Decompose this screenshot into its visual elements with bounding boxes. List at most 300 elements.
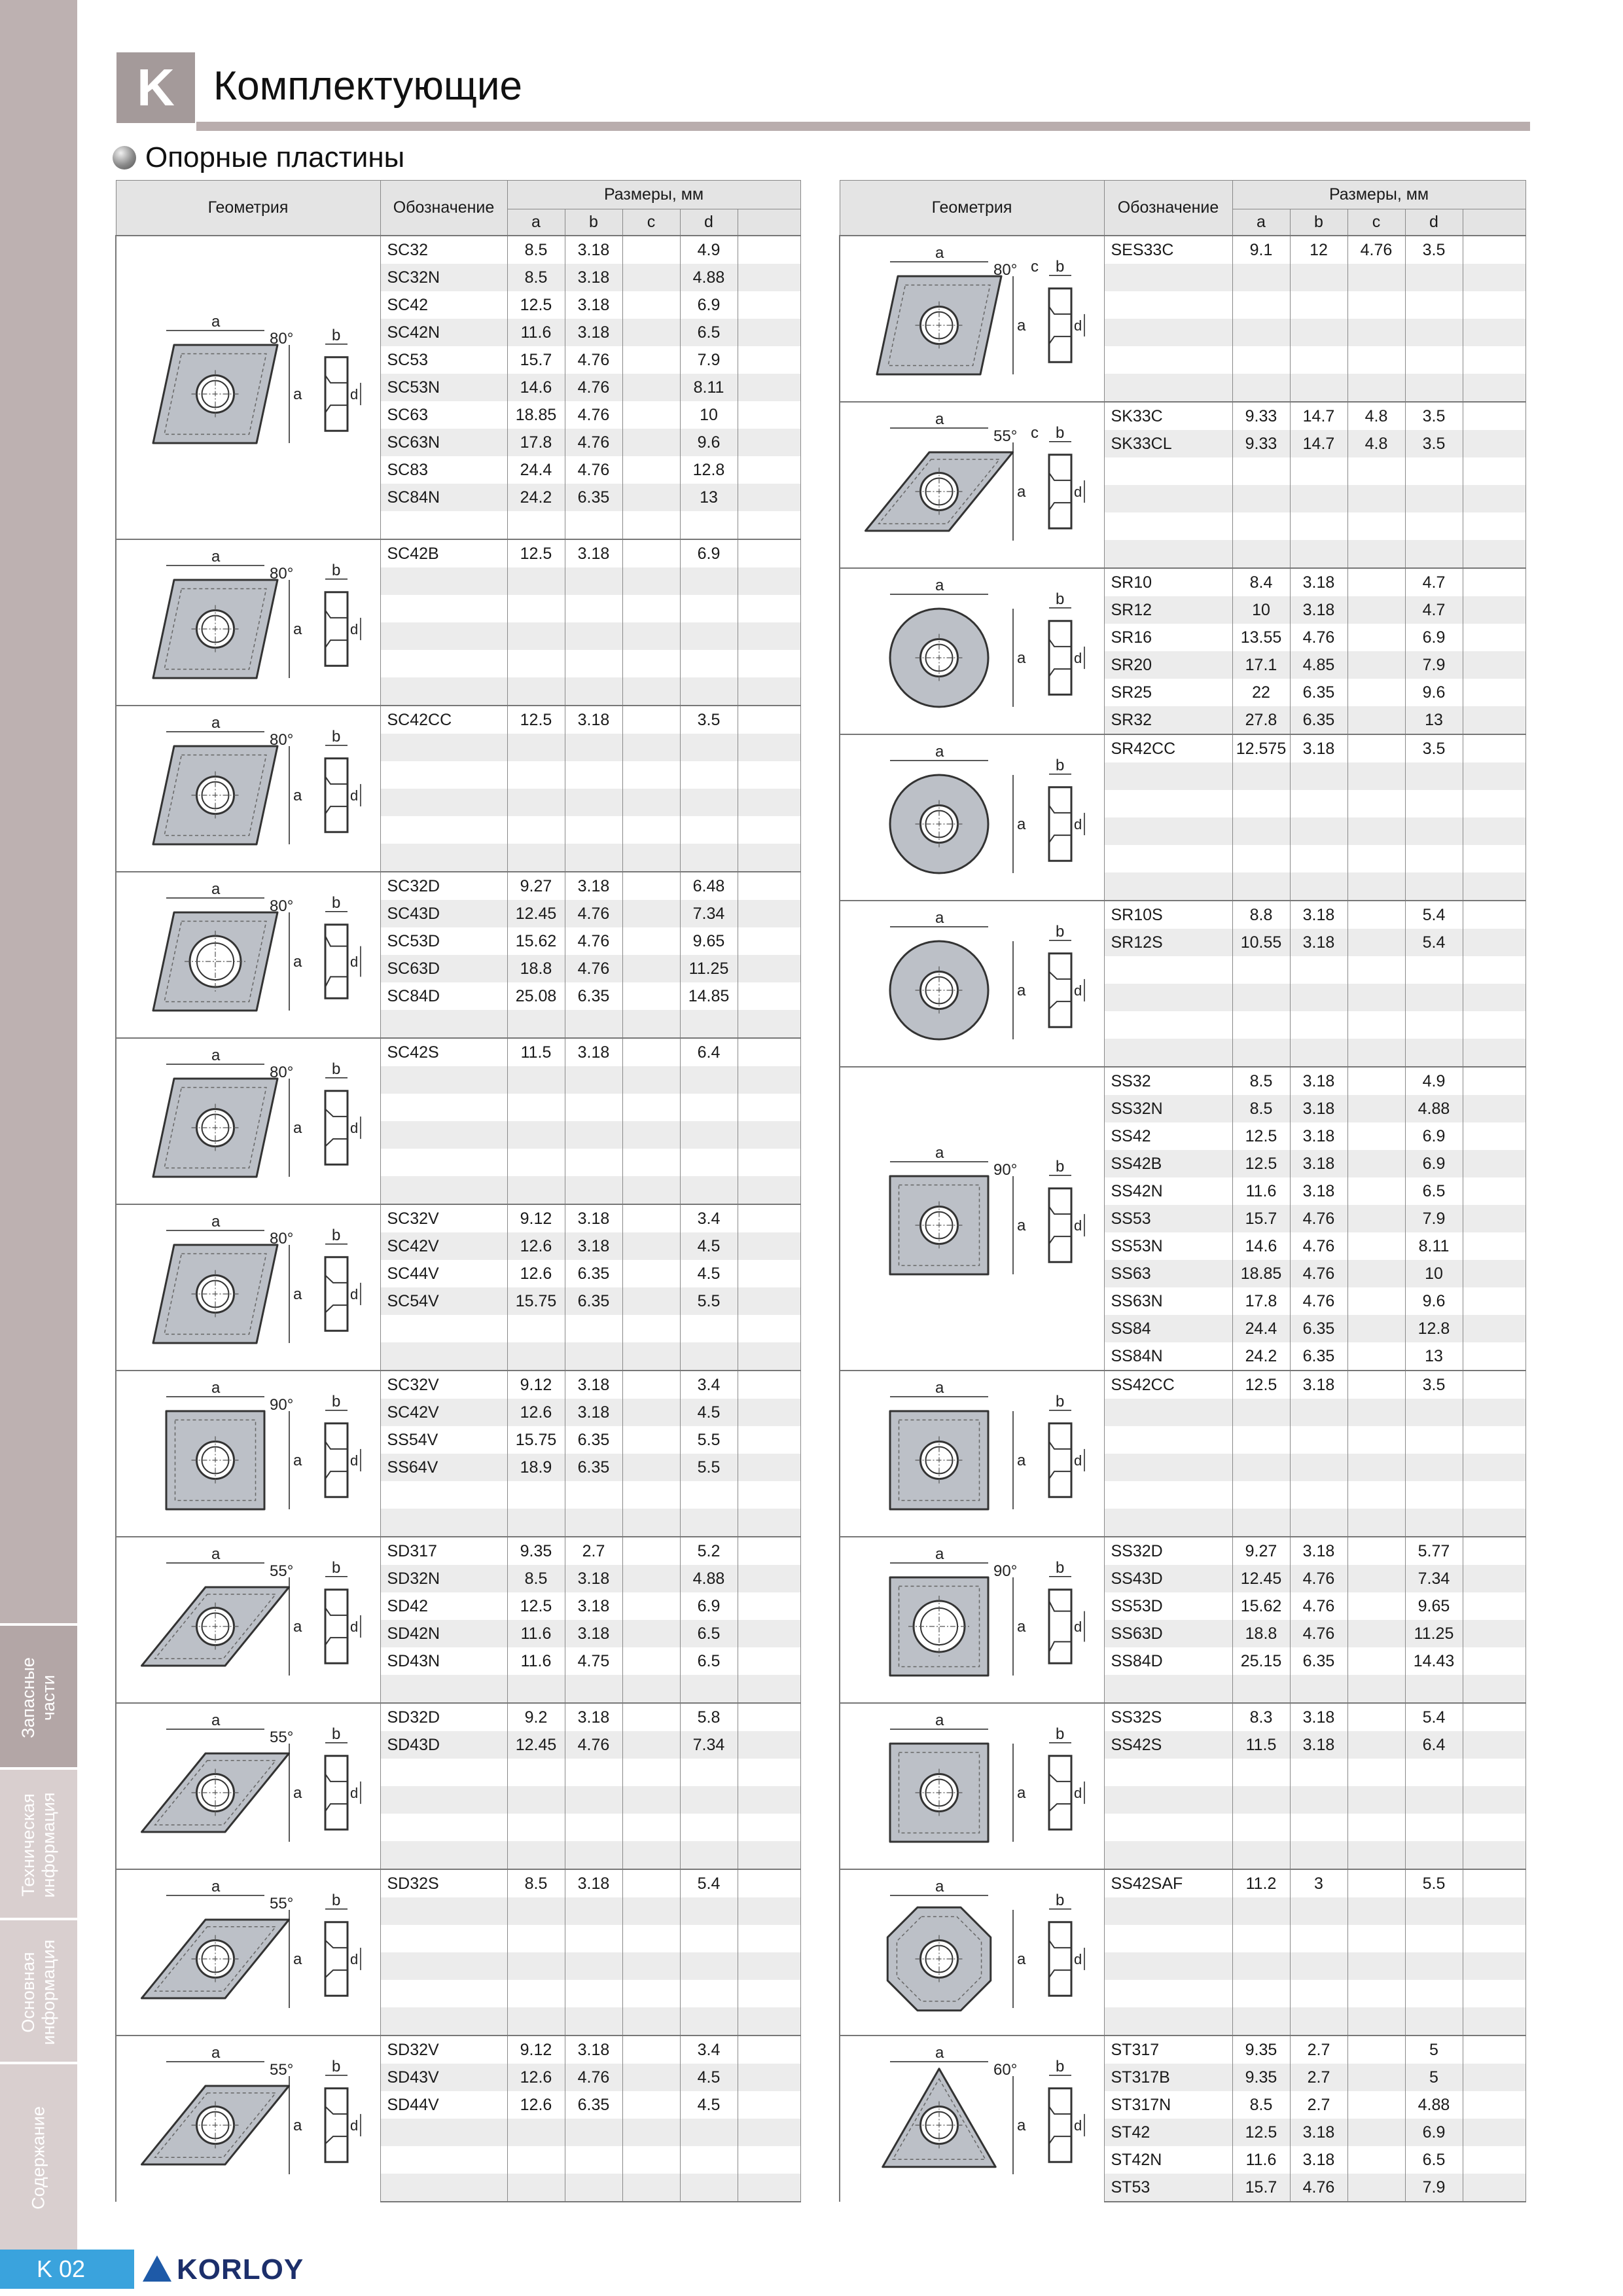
dim-c-cell [622, 1897, 680, 1925]
designation-cell [380, 567, 507, 595]
spare-cell [738, 1260, 800, 1287]
spare-cell [738, 706, 800, 734]
dim-a-cell [507, 2119, 565, 2146]
table-row [116, 872, 800, 900]
svg-text:d: d [1074, 1784, 1082, 1801]
spare-cell [738, 872, 800, 900]
dim-a-cell [507, 1121, 565, 1149]
svg-text:d: d [350, 620, 359, 637]
dim-d-cell: 11.25 [1405, 1620, 1463, 1647]
spare-cell [1463, 929, 1525, 956]
designation-cell: SS32D [1104, 1537, 1232, 1565]
dim-a-cell [1232, 1509, 1290, 1537]
spare-cell [1463, 1205, 1525, 1232]
dim-a-cell [1232, 1952, 1290, 1980]
dim-b-cell [1290, 762, 1347, 790]
spare-cell [1463, 1703, 1525, 1731]
dim-d-cell [680, 567, 738, 595]
svg-text:a: a [1017, 649, 1026, 667]
dim-d-cell [1405, 457, 1463, 485]
designation-cell: SR42CC [1104, 734, 1232, 762]
dim-a-cell [507, 595, 565, 622]
designation-cell: SS42B [1104, 1150, 1232, 1177]
spare-cell [1463, 568, 1525, 596]
dim-c-cell: 4.8 [1347, 430, 1405, 457]
spare-cell [738, 484, 800, 511]
insert-drawing [117, 540, 379, 705]
dim-b-cell: 3.18 [1290, 929, 1347, 956]
dim-c-cell [622, 1260, 680, 1287]
dim-a-cell [1232, 872, 1290, 901]
designation-cell [1104, 1897, 1232, 1925]
designation-cell: SS64V [380, 1454, 507, 1481]
dim-b-cell [565, 1149, 622, 1176]
dim-c-cell [1347, 1039, 1405, 1067]
spare-cell [738, 2036, 800, 2064]
insert-drawing [841, 1067, 1103, 1370]
dim-b-cell [565, 1980, 622, 2007]
dim-b-cell: 6.35 [1290, 1315, 1347, 1342]
dim-d-cell [680, 1675, 738, 1703]
designation-header: Обозначение [380, 181, 507, 236]
dim-a-cell: 12.6 [507, 2064, 565, 2091]
designation-cell [1104, 1454, 1232, 1481]
svg-text:d: d [350, 953, 359, 970]
dim-d-cell: 13 [680, 484, 738, 511]
dim-b-cell: 6.35 [565, 1426, 622, 1454]
spare-cell [738, 622, 800, 650]
brand-logo [143, 2253, 304, 2286]
dim-c-cell [622, 595, 680, 622]
svg-text:a: a [211, 1877, 221, 1895]
dim-a-cell: 9.12 [507, 1371, 565, 1399]
dim-a-cell [1232, 1759, 1290, 1786]
designation-cell [1104, 817, 1232, 845]
dim-a-cell [507, 1315, 565, 1342]
dim-d-cell [680, 1176, 738, 1204]
spare-cell [738, 1176, 800, 1204]
insert-drawing [117, 1371, 379, 1536]
dim-c-cell [1347, 1454, 1405, 1481]
dim-a-cell [1232, 346, 1290, 374]
dim-b-cell: 6.35 [1290, 1647, 1347, 1675]
svg-text:a: a [211, 1046, 221, 1064]
dim-c-cell [622, 1454, 680, 1481]
dim-a-cell [1232, 540, 1290, 568]
dim-d-cell [680, 844, 738, 872]
svg-text:d: d [350, 1618, 359, 1635]
spare-cell [1463, 679, 1525, 706]
dim-d-cell [1405, 1814, 1463, 1841]
spare-cell [1463, 1315, 1525, 1342]
dim-c-cell [622, 1759, 680, 1786]
dim-d-cell: 7.9 [680, 346, 738, 374]
designation-cell [1104, 291, 1232, 319]
designation-cell [380, 789, 507, 816]
dim-b-cell: 4.76 [565, 955, 622, 982]
side-tab-2[interactable] [0, 1918, 77, 2064]
dim-b-cell: 6.35 [1290, 706, 1347, 734]
svg-text:80°: 80° [270, 329, 294, 348]
spare-cell [738, 789, 800, 816]
designation-cell [1104, 1980, 1232, 2007]
dim-b-cell [565, 677, 622, 706]
spare-cell [738, 2064, 800, 2091]
svg-text:a: a [293, 385, 302, 403]
dim-c-cell [622, 1620, 680, 1647]
dim-c-cell [1347, 1675, 1405, 1703]
dim-a-cell [1232, 1841, 1290, 1869]
designation-cell [380, 1121, 507, 1149]
dim-b-cell [565, 816, 622, 844]
designation-cell: SD43N [380, 1647, 507, 1675]
dim-c-cell [1347, 956, 1405, 984]
dim-b-cell: 3.18 [1290, 568, 1347, 596]
dim-c-cell [622, 2036, 680, 2064]
dim-d-cell: 7.9 [1405, 651, 1463, 679]
dim-a-cell [507, 1814, 565, 1841]
dim-c-cell [622, 844, 680, 872]
svg-text:b: b [1056, 590, 1065, 608]
dim-b-cell: 2.7 [565, 1537, 622, 1565]
dim-c-cell [622, 484, 680, 511]
geometry-cell [116, 236, 380, 539]
spare-cell [1463, 264, 1525, 291]
designation-cell [380, 761, 507, 789]
dim-a-cell: 11.6 [507, 1620, 565, 1647]
svg-text:a: a [293, 1950, 302, 1968]
dim-b-cell: 3.18 [565, 1038, 622, 1066]
spare-cell [1463, 1481, 1525, 1509]
dim-c-cell [622, 319, 680, 346]
svg-text:a: a [211, 1545, 221, 1563]
spare-cell [1463, 1731, 1525, 1759]
dim-d-cell [1405, 1011, 1463, 1039]
dim-a-cell: 12.45 [1232, 1565, 1290, 1592]
dim-b-cell [1290, 1786, 1347, 1814]
dim-d-cell: 13 [1405, 1342, 1463, 1371]
dim-a-cell: 12.6 [507, 1260, 565, 1287]
dim-d-cell: 5.2 [680, 1537, 738, 1565]
dim-a-cell: 8.8 [1232, 901, 1290, 929]
svg-text:a: a [293, 1617, 302, 1636]
dim-d-cell: 4.5 [680, 2064, 738, 2091]
spare-cell [738, 677, 800, 706]
designation-cell [380, 1149, 507, 1176]
designation-cell: SC44V [380, 1260, 507, 1287]
dim-c-cell: 4.8 [1347, 402, 1405, 430]
designation-cell [1104, 1426, 1232, 1454]
dim-d-cell [1405, 845, 1463, 872]
dim-c-cell [622, 2119, 680, 2146]
dim-c-cell [622, 1287, 680, 1315]
designation-cell [380, 1925, 507, 1952]
dim-b-cell [565, 1176, 622, 1204]
svg-text:d: d [350, 386, 359, 403]
svg-text:a: a [293, 1784, 302, 1802]
insert-drawing [117, 1704, 379, 1869]
designation-cell: SC53 [380, 346, 507, 374]
spare-cell [1463, 651, 1525, 679]
svg-text:d: d [1074, 816, 1082, 833]
side-tab-1[interactable] [0, 1767, 77, 1920]
dim-d-cell [1405, 1952, 1463, 1980]
dim-d-cell [1405, 956, 1463, 984]
dim-c-cell [1347, 762, 1405, 790]
dim-a-cell: 12.45 [507, 900, 565, 927]
svg-text:a: a [935, 1143, 944, 1162]
geometry-cell [116, 872, 380, 1038]
table-row [840, 901, 1525, 929]
dim-c-cell [622, 1565, 680, 1592]
dim-c-cell [1347, 512, 1405, 540]
dim-c-cell [1347, 1731, 1405, 1759]
dim-a-cell: 9.1 [1232, 236, 1290, 264]
svg-text:b: b [332, 2057, 341, 2075]
designation-cell: SD43V [380, 2064, 507, 2091]
insert-drawing [117, 872, 379, 1037]
dim-c-cell [622, 2007, 680, 2036]
geometry-cell [116, 1869, 380, 2036]
dim-b-cell [1290, 1039, 1347, 1067]
svg-text:a: a [935, 243, 944, 262]
dim-c-cell [1347, 1841, 1405, 1869]
svg-text:b: b [332, 893, 341, 912]
dim-a-cell: 11.6 [1232, 1177, 1290, 1205]
dim-b-cell [1290, 1897, 1347, 1925]
table-row [116, 706, 800, 734]
svg-text:b: b [1056, 2057, 1065, 2075]
dim-c-cell [1347, 1786, 1405, 1814]
dim-d-cell [680, 761, 738, 789]
dim-d-cell [1405, 817, 1463, 845]
dim-b-cell: 3.18 [1290, 2119, 1347, 2146]
designation-cell: SS42N [1104, 1177, 1232, 1205]
svg-text:a: a [1017, 1617, 1026, 1636]
geometry-cell [840, 1537, 1104, 1703]
dim-b-cell: 4.76 [1290, 1287, 1347, 1315]
dim-d-cell: 5.4 [1405, 929, 1463, 956]
dim-b-cell: 6.35 [565, 484, 622, 511]
svg-text:55°: 55° [270, 1894, 294, 1912]
spare-cell [1463, 512, 1525, 540]
svg-text:b: b [332, 326, 341, 344]
designation-cell [1104, 1925, 1232, 1952]
dim-b-cell [1290, 457, 1347, 485]
section-heading [113, 141, 404, 174]
dim-a-cell [507, 789, 565, 816]
dim-a-cell: 18.9 [507, 1454, 565, 1481]
dim-a-cell [1232, 984, 1290, 1011]
dim-a-cell [1232, 291, 1290, 319]
side-tab-0[interactable] [0, 1623, 77, 1770]
spare-cell [1463, 817, 1525, 845]
dim-a-cell: 12.5 [507, 706, 565, 734]
svg-text:b: b [332, 1392, 341, 1410]
table-row [116, 2036, 800, 2064]
dim-a-cell: 15.7 [507, 346, 565, 374]
insert-drawing [117, 1039, 379, 1204]
dim-d-cell [680, 1509, 738, 1537]
dim-b-cell: 3.18 [565, 1232, 622, 1260]
dim-a-cell: 12.575 [1232, 734, 1290, 762]
dim-a-cell [1232, 790, 1290, 817]
dim-a-cell: 8.5 [1232, 1095, 1290, 1122]
designation-cell: SC32 [380, 236, 507, 264]
side-tab-3[interactable] [0, 2062, 77, 2251]
designation-cell: SC42V [380, 1399, 507, 1426]
dim-a-cell: 24.2 [1232, 1342, 1290, 1371]
dim-d-cell [680, 816, 738, 844]
insert-drawing [841, 735, 1103, 900]
dim-b-cell [1290, 790, 1347, 817]
dim-b-cell: 3.18 [565, 539, 622, 567]
designation-cell [1104, 1039, 1232, 1067]
dim-c-cell [1347, 264, 1405, 291]
spare-cell [738, 1454, 800, 1481]
designation-cell [1104, 845, 1232, 872]
designation-cell: ST317 [1104, 2036, 1232, 2064]
dim-d-cell [1405, 1509, 1463, 1537]
dim-b-cell: 3.18 [1290, 1703, 1347, 1731]
spare-cell [1463, 1980, 1525, 2007]
dim-d-cell: 7.34 [680, 900, 738, 927]
dim-d-cell: 6.9 [680, 539, 738, 567]
spare-cell [738, 374, 800, 401]
spare-cell [738, 650, 800, 677]
dim-c-cell [1347, 1565, 1405, 1592]
designation-cell: SS42S [1104, 1731, 1232, 1759]
dim-c-cell [622, 927, 680, 955]
dim-a-cell [507, 1841, 565, 1869]
dim-d-cell [680, 789, 738, 816]
dim-b-cell [565, 1759, 622, 1786]
dim-d-cell: 5.5 [680, 1454, 738, 1481]
dim-d-cell: 3.4 [680, 1204, 738, 1232]
dim-c-cell [622, 872, 680, 900]
spare-cell [738, 1980, 800, 2007]
table-row [116, 1537, 800, 1565]
dim-c-cell [1347, 291, 1405, 319]
svg-text:b: b [332, 727, 341, 745]
designation-cell: SC84N [380, 484, 507, 511]
dim-d-cell [1405, 485, 1463, 512]
spare-cell [1463, 1150, 1525, 1177]
dim-a-cell [507, 816, 565, 844]
dim-b-cell: 6.35 [1290, 1342, 1347, 1371]
svg-text:d: d [1074, 1217, 1082, 1234]
table-row [840, 2036, 1525, 2064]
dim-d-cell: 3.5 [680, 706, 738, 734]
dim-d-cell: 5.5 [680, 1287, 738, 1315]
dim-c-cell [622, 511, 680, 539]
dim-a-cell: 12.5 [1232, 2119, 1290, 2146]
svg-text:b: b [1056, 922, 1065, 941]
dim-d-cell [1405, 1786, 1463, 1814]
dim-a-cell [507, 1952, 565, 1980]
designation-cell: SS32 [1104, 1067, 1232, 1095]
dim-a-cell [507, 1980, 565, 2007]
dim-c-cell [1347, 568, 1405, 596]
designation-cell: SC83 [380, 456, 507, 484]
designation-cell: SS32S [1104, 1703, 1232, 1731]
designation-cell: SS53N [1104, 1232, 1232, 1260]
dim-d-cell [1405, 984, 1463, 1011]
dim-d-cell: 4.7 [1405, 568, 1463, 596]
dim-a-cell: 11.6 [507, 319, 565, 346]
dim-b-cell: 3.18 [565, 872, 622, 900]
designation-cell [1104, 984, 1232, 1011]
designation-cell: SC32V [380, 1204, 507, 1232]
designation-cell: SS43D [1104, 1565, 1232, 1592]
dim-d-cell: 3.5 [1405, 236, 1463, 264]
designation-cell [1104, 790, 1232, 817]
svg-text:a: a [1017, 1950, 1026, 1968]
dim-a-cell [507, 1094, 565, 1121]
designation-cell: SK33CL [1104, 430, 1232, 457]
dim-b-cell: 3.18 [1290, 1067, 1347, 1095]
table-row [116, 1869, 800, 1897]
svg-text:d: d [350, 1119, 359, 1136]
dim-b-cell [1290, 817, 1347, 845]
geometry-cell [840, 901, 1104, 1067]
designation-cell: SR32 [1104, 706, 1232, 734]
dim-d-cell: 5.4 [1405, 901, 1463, 929]
col-a-header: a [1232, 209, 1290, 236]
dim-b-cell [565, 1786, 622, 1814]
designation-cell: SD44V [380, 2091, 507, 2119]
dim-a-cell: 24.4 [507, 456, 565, 484]
dim-b-cell: 4.85 [1290, 651, 1347, 679]
col-a-header: a [507, 209, 565, 236]
dim-b-cell [565, 1342, 622, 1371]
dim-b-cell: 3.18 [565, 1565, 622, 1592]
designation-cell: SC63D [380, 955, 507, 982]
dim-b-cell [565, 1952, 622, 1980]
dim-d-cell [1405, 319, 1463, 346]
dim-a-cell [507, 1342, 565, 1371]
spare-cell [738, 1371, 800, 1399]
designation-cell: SC53N [380, 374, 507, 401]
designation-cell [380, 1980, 507, 2007]
dim-d-cell [1405, 1481, 1463, 1509]
designation-cell: SS84D [1104, 1647, 1232, 1675]
designation-cell [1104, 956, 1232, 984]
svg-text:b: b [1056, 1157, 1065, 1175]
dim-c-cell [622, 1509, 680, 1537]
dim-c-cell [1347, 1315, 1405, 1342]
svg-text:b: b [1056, 1558, 1065, 1577]
dim-b-cell: 3.18 [1290, 734, 1347, 762]
designation-cell: SC42V [380, 1232, 507, 1260]
dim-b-cell: 3.18 [565, 1620, 622, 1647]
dim-a-cell: 11.6 [507, 1647, 565, 1675]
spare-cell [1463, 1592, 1525, 1620]
table-row [840, 1869, 1525, 1897]
dim-c-cell [1347, 319, 1405, 346]
spare-cell [1463, 1454, 1525, 1481]
svg-text:55°: 55° [270, 1728, 294, 1746]
dim-b-cell [1290, 2007, 1347, 2036]
spare-cell [1463, 2007, 1525, 2036]
designation-cell: ST42 [1104, 2119, 1232, 2146]
dim-a-cell [507, 1149, 565, 1176]
dim-d-cell [1405, 1897, 1463, 1925]
dim-d-cell [680, 1149, 738, 1176]
dim-b-cell [1290, 512, 1347, 540]
spare-cell [1463, 1841, 1525, 1869]
dim-a-cell [1232, 817, 1290, 845]
